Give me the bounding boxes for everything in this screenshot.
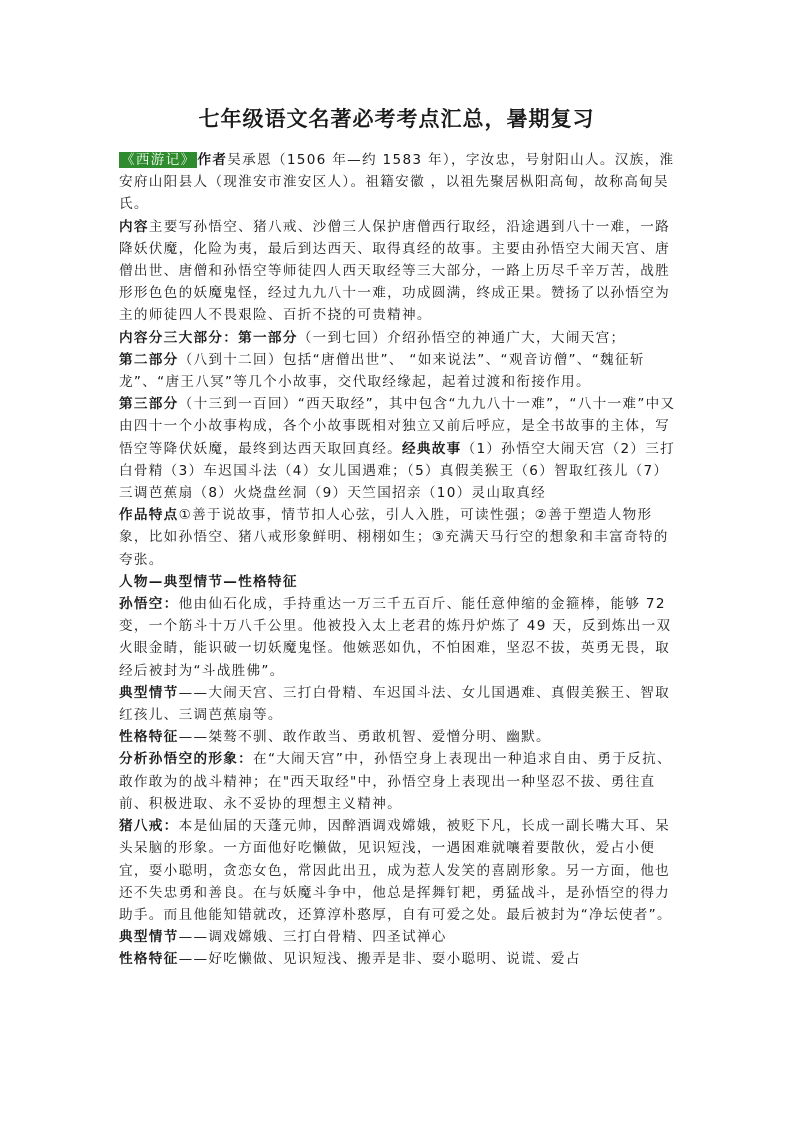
- content-paragraph: [119, 216, 679, 327]
- swk-analysis-text: 在“大闹天宫”中，孙悟空身上表现出一种追求自由、勇于反抗、敢作敢为的战斗精神；在"西天取经"中，孙悟空身上表现出一种坚忍不拔、勇往直前、积极进取、永不妥协的理想主义精神。: [119, 751, 672, 812]
- swk-paragraph: [119, 593, 679, 682]
- features-text: ①善于说故事，情节扣人心弦，引人入胜，可读性强；②善于塑造人物形象，比如孙悟空、猪八戒形象鲜明、栩栩如生；③充满天马行空的想象和丰富奇特的夸张。: [119, 507, 669, 568]
- content-text: 主要写孙悟空、猪八戒、沙僧三人保护唐僧西行取经，沿途遇到八十一难，一路降妖伏魔，化险为夷，最后到达西天、取得真经的故事。主要由孙悟空大闹天宫、唐僧出世、唐僧和孙悟空等师徒四人西天取经等三大部分，一路上历尽千辛万苦，战胜形形色色的妖魔鬼怪，经过九九八十一难，功成圆满，终成正果。赞扬了以孙悟空为主的师徒四人不畏艰险、百折不挠的可贵精神。: [119, 218, 671, 324]
- author-paragraph: [119, 149, 679, 216]
- document-body: [119, 149, 679, 971]
- part3-paragraph: [119, 393, 679, 504]
- zbj-plot-paragraph: [119, 926, 679, 948]
- classic-stories-text: （1）孙悟空大闹天宫（2）三打白骨精（3）车迟国斗法（4）女儿国遇难；（5）真假美猴王（6）智取红孩儿（7）三调芭蕉扇（8）火烧盘丝洞（9）天竺国招亲（10）灵山取真经: [119, 440, 676, 502]
- classic-stories-label: 经典故事: [401, 440, 462, 457]
- content-label: 内容: [119, 218, 149, 235]
- swk-analysis-label: 分析孙悟空的形象：: [119, 751, 254, 768]
- swk-plot-paragraph: [119, 682, 679, 726]
- part1-text: （一到七回）介绍孙悟空的神通广大，大闹天宫；: [297, 329, 626, 346]
- swk-trait-label: 性格特征: [119, 729, 179, 746]
- swk-analysis-paragraph: [119, 748, 679, 815]
- part3-label: 第三部分: [119, 396, 179, 413]
- book-title-highlight: 《西游记》: [121, 152, 196, 168]
- part3-text: （十三到一百回）“西天取经”，其中包含“九九八十一难”，“八十一难”中又由四十一个小故事构成，各个小故事既相对独立又前后呼应，是全书故事的主体，写悟空等降伏妖魔，最终到达西天取回真经。: [119, 396, 676, 457]
- zbj-plot-label: 典型情节: [119, 929, 179, 946]
- part2-label: 第二部分: [119, 351, 179, 368]
- zbj-trait-label: 性格特征: [119, 951, 179, 968]
- part1-paragraph: [119, 327, 679, 349]
- zbj-label: 猪八戒：: [119, 818, 179, 835]
- part2-paragraph: [119, 349, 679, 393]
- swk-text: 他由仙石化成，手持重达一万三千五百斤、能任意伸缩的金箍棒，能够 72 变，一个筋斗十万八千公里。他被投入太上老君的炼丹炉炼了 49 天，反到炼出一双火眼金睛，能识破一切妖魔鬼怪。他嫉恶如仇，不怕困难，坚忍不拔，英勇无畏，取经后被封为“斗战胜佛”。: [119, 596, 672, 679]
- section-heading: 人物—典型情节—性格特征: [119, 573, 298, 590]
- swk-label: 孙悟空：: [119, 596, 179, 613]
- author-label: 作者: [197, 152, 228, 168]
- parts-label: 内容分三大部分：第一部分: [119, 329, 298, 346]
- swk-trait-text: ——桀骜不驯、敢作敢当、勇敢机智、爱憎分明、幽默。: [178, 729, 551, 746]
- swk-trait-paragraph: [119, 726, 679, 748]
- swk-plot-text: ——大闹天宫、三打白骨精、车迟国斗法、女儿国遇难、真假美猴王、智取红孩儿、三调芭蕉扇等。: [119, 684, 671, 724]
- zbj-trait-paragraph: [119, 948, 679, 970]
- page-title: 七年级语文名著必考考点汇总，暑期复习: [198, 107, 595, 131]
- part2-text: （八到十二回）包括“唐僧出世”、 “如来说法”、“观音访僧”、“魏征斩龙”、“唐王八冥”等几个小故事，交代取经缘起，起着过渡和衔接作用。: [119, 351, 645, 391]
- zbj-trait-text: ——好吃懒做、见识短浅、搬弄是非、耍小聪明、说谎、爱占: [178, 951, 581, 968]
- features-paragraph: [119, 504, 679, 571]
- zbj-text: 本是仙届的天蓬元帅，因醉酒调戏嫦娥，被贬下凡，长成一副长嘴大耳、呆头呆脑的形象。一方面他好吃懒做，见识短浅，一遇困难就嚷着要散伙，爱占小便宜，耍小聪明，贪恋女色，常因此出丑，成为惹人发笑的喜剧形象。另一方面，他也还不失忠勇和善良。在与妖魔斗争中，他总是挥舞钉耙，勇猛战斗，是孙悟空的得力助手。而且他能知错就改，还算淳朴憨厚，自有可爱之处。最后被封为“净坛使者”。: [119, 818, 672, 923]
- author-text: 吴承恩（1506 年—约 1583 年），字汝忠，号射阳山人。汉族，淮安府山阳县人（现淮安市淮安区人）。祖籍安徽 ，以祖先聚居枞阳高甸，故称高甸吴氏。: [119, 152, 675, 213]
- swk-plot-label: 典型情节: [119, 684, 179, 701]
- zbj-paragraph: [119, 815, 679, 926]
- features-label: 作品特点: [119, 507, 179, 524]
- zbj-plot-text: ——调戏嫦娥、三打白骨精、四圣试禅心: [178, 929, 447, 946]
